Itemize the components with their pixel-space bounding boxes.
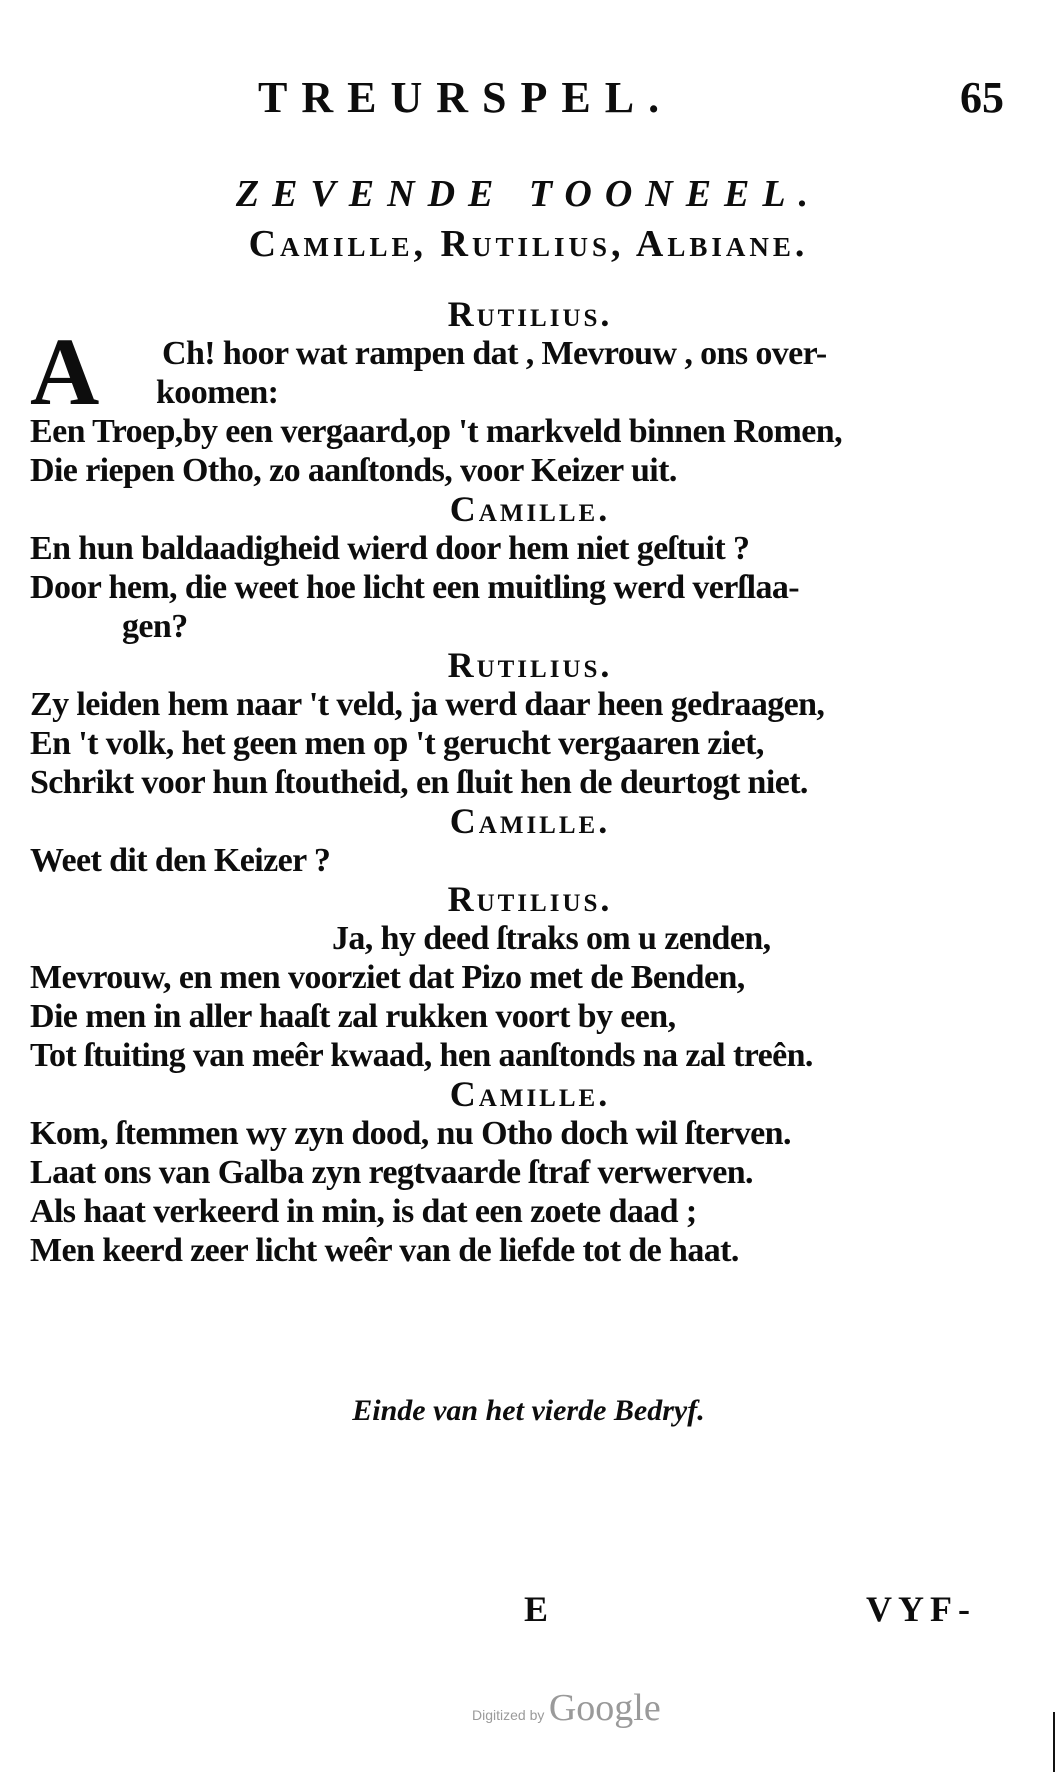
verse-line: Men keerd zeer licht weêr van de liefde tot de haat. bbox=[30, 1232, 739, 1269]
dialogue-block bbox=[30, 295, 1030, 1270]
verse-line: Laat ons van Galba zyn regtvaarde ſtraf verwerven. bbox=[30, 1154, 753, 1191]
speaker-name: Camille. bbox=[449, 801, 611, 841]
verse-line: Tot ſtuiting van meêr kwaad, hen aanſtonds na zal treên. bbox=[30, 1037, 813, 1074]
digitized-watermark bbox=[472, 1686, 661, 1730]
google-logo: Google bbox=[548, 1687, 661, 1729]
speaker-name: Rutilius. bbox=[447, 645, 613, 685]
verse-line: Door hem, die weet hoe licht een muitling werd verſlaa- bbox=[30, 569, 800, 606]
verse-line: Zy leiden hem naar 't veld, ja werd daar heen gedraagen, bbox=[30, 686, 825, 723]
scene-title: ZEVENDE TOONEEL. bbox=[235, 173, 822, 215]
digitized-label: Digitized by bbox=[472, 1707, 545, 1723]
verse-line: gen? bbox=[122, 608, 188, 645]
verse-line: En hun baldaadigheid wierd door hem niet geſtuit ? bbox=[30, 530, 750, 567]
speaker-name: Rutilius. bbox=[447, 294, 613, 334]
speaker-name: Rutilius. bbox=[447, 879, 613, 919]
cast-list: Camille, Rutilius, Albiane. bbox=[248, 223, 809, 265]
running-head bbox=[0, 72, 1057, 122]
verse-line: Kom, ſtemmen wy zyn dood, nu Otho doch wil ſterven. bbox=[30, 1115, 791, 1152]
verse-line: Die men in aller haaſt zal rukken voort by een, bbox=[30, 998, 676, 1035]
catchword: VYF- bbox=[866, 1589, 976, 1629]
end-of-act: Einde van het vierde Bedryf. bbox=[352, 1394, 705, 1427]
verse-text: Ch! hoor wat rampen dat , Mevrouw , ons over- bbox=[162, 335, 827, 372]
verse-line: Ja, hy deed ſtraks om u zenden, bbox=[332, 920, 771, 957]
speaker-name: Camille. bbox=[449, 489, 611, 529]
speaker-name: Camille. bbox=[449, 1074, 611, 1114]
page-edge-mark bbox=[1053, 1712, 1055, 1772]
verse-line: Mevrouw, en men voorziet dat Pizo met de Benden, bbox=[30, 959, 745, 996]
page-number: 65 bbox=[960, 73, 1004, 122]
verse-line: koomen: bbox=[156, 374, 279, 411]
signature-mark: E bbox=[524, 1589, 549, 1629]
verse-line: Als haat verkeerd in min, is dat een zoete daad ; bbox=[30, 1193, 697, 1230]
verse-line: Die riepen Otho, zo aanſtonds, voor Keizer uit. bbox=[30, 452, 677, 489]
drop-cap: A bbox=[30, 318, 99, 425]
verse-line: En 't volk, het geen men op 't gerucht vergaaren ziet, bbox=[30, 725, 764, 762]
verse-line: Weet dit den Keizer ? bbox=[30, 842, 331, 879]
verse-line: Een Troep,by een vergaard,op 't markveld binnen Romen, bbox=[30, 413, 842, 450]
running-title: TREURSPEL. bbox=[258, 73, 674, 122]
verse-line: Schrikt voor hun ſtoutheid, en ſluit hen de deurtogt niet. bbox=[30, 764, 808, 801]
